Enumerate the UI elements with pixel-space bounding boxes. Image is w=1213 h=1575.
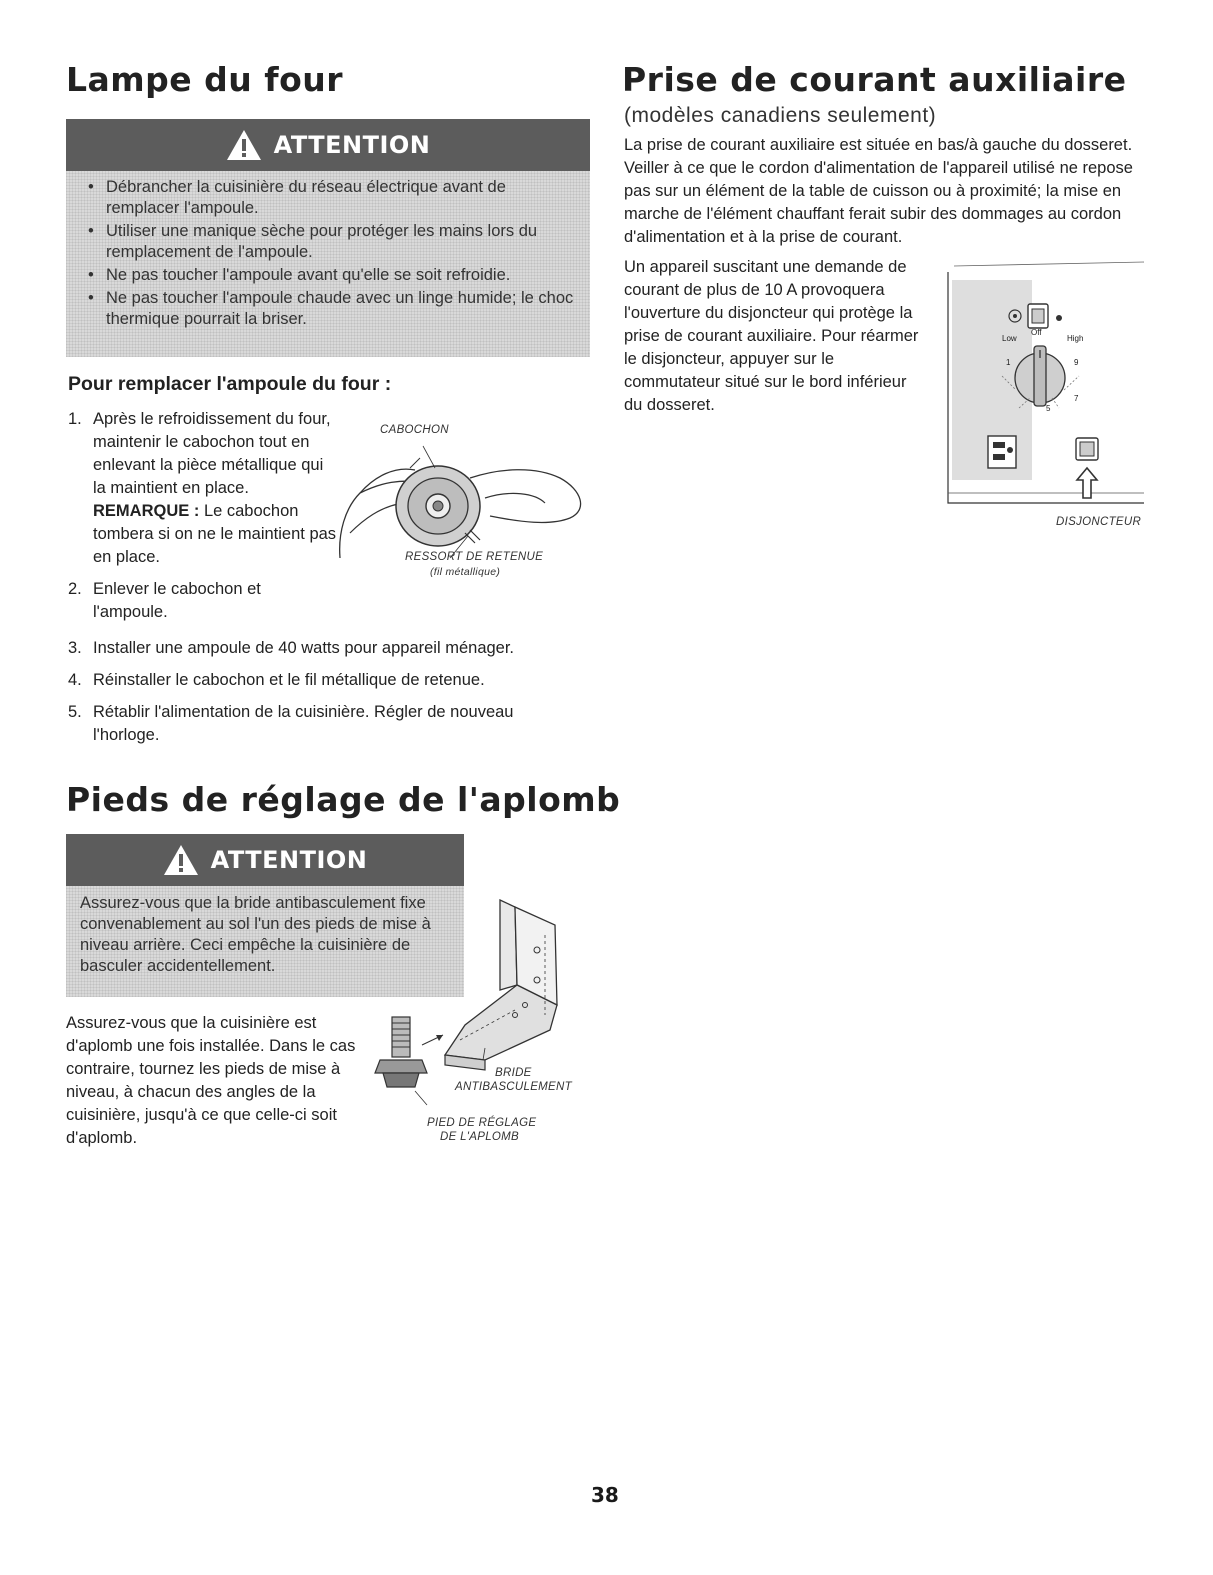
knob-low-label: Low — [1002, 334, 1017, 343]
retaining-spring-sublabel: (fil métallique) — [430, 566, 501, 578]
step-text: Enlever le cabochon et l'ampoule. — [93, 580, 261, 621]
retaining-spring-label: RESSORT DE RETENUE — [405, 551, 544, 563]
lamp-step-3 — [68, 637, 588, 660]
lamp-procedure-subtitle: Pour remplacer l'ampoule du four : — [68, 373, 392, 395]
leveling-figure — [365, 895, 605, 1155]
circuit-breaker-label: DISJONCTEUR — [1056, 516, 1142, 528]
knob-high-label: High — [1067, 334, 1084, 343]
lamp-figure — [320, 420, 600, 590]
lamp-steps-top — [68, 408, 338, 633]
step-number: 5. — [68, 703, 82, 721]
lamp-step-1 — [68, 408, 338, 569]
lamp-step-5 — [68, 701, 553, 747]
lamp-warning-box — [66, 119, 590, 357]
knob-1-label: 1 — [1006, 358, 1011, 367]
note-label: REMARQUE : — [93, 502, 200, 520]
lamp-step-2 — [68, 578, 293, 624]
leveling-foot-label-line1: PIED DE RÉGLAGE — [427, 1117, 537, 1129]
leveling-warning-label: ATTENTION — [210, 846, 368, 874]
leveling-foot-label-line2: DE L'APLOMB — [440, 1131, 519, 1143]
step-number: 3. — [68, 639, 82, 657]
lamp-warning-list — [80, 177, 576, 330]
step-number: 2. — [68, 580, 82, 598]
lamp-warning-item: • Débrancher la cuisinière du réseau électrique avant de remplacer l'ampoule. — [96, 177, 576, 219]
lamp-warning-header — [66, 119, 590, 171]
step-number: 4. — [68, 671, 82, 689]
lamp-warning-item: • Ne pas toucher l'ampoule chaude avec un linge humide; le choc thermique pourrait la briser. — [96, 288, 576, 330]
outlet-paragraph-1: La prise de courant auxiliaire est située en bas/à gauche du dosseret. Veiller à ce que le cordon d'alimentation de l'appareil utilisé ne repose pas sur un élément de la table de cuisson ou à proximité; la mise en marche de l'élément chauffant ferait subir des dommages au cordon d'alimentation et à la prise de courant. — [624, 136, 1133, 246]
note-text: Le cabochon tombera si on ne le maintient pas en place. — [93, 502, 337, 566]
knob-off-label: Off — [1031, 328, 1042, 337]
warning-triangle-icon — [226, 129, 262, 161]
step-text: Rétablir l'alimentation de la cuisinière. Régler de nouveau l'horloge. — [93, 703, 514, 744]
cabochon-label: CABOCHON — [380, 424, 449, 436]
leveling-paragraph: Assurez-vous que la cuisinière est d'aplomb une fois installée. Dans le cas contraire, tournez les pieds de mise à niveau, à chacun des angles de la cuisinière, jusqu'à ce que celle-ci soit d'aplomb. — [66, 1014, 356, 1147]
outlet-section-subtitle: (modèles canadiens seulement) — [624, 104, 937, 127]
backguard-figure — [944, 258, 1149, 538]
knob-7-label: 7 — [1074, 394, 1079, 403]
lamp-steps-bottom — [68, 637, 588, 756]
step-text: Installer une ampoule de 40 watts pour appareil ménager. — [93, 639, 515, 657]
knob-5-label: 5 — [1046, 404, 1051, 413]
knob-9-label: 9 — [1074, 358, 1079, 367]
warning-triangle-icon — [163, 844, 199, 876]
anti-tip-bracket-illustration — [365, 895, 605, 1145]
lamp-section-title: Lampe du four — [66, 60, 344, 99]
page-number: 38 — [591, 1483, 619, 1507]
outlet-section-title: Prise de courant auxiliaire — [622, 60, 1127, 99]
anti-tip-label-line1: BRIDE — [495, 1067, 532, 1079]
step-text: Après le refroidissement du four, maintenir le cabochon tout en enlevant la pièce métallique qui la maintient en place. — [93, 410, 331, 497]
leveling-warning-header — [66, 834, 464, 886]
backguard-illustration — [944, 258, 1149, 518]
lamp-warning-label: ATTENTION — [273, 131, 431, 159]
lamp-step-4 — [68, 669, 588, 692]
leveling-warning-text: Assurez-vous que la bride antibasculement fixe convenablement au sol l'un des pieds de mise à niveau arrière. Ceci empêche la cuisinière de basculer accidentellement. — [80, 894, 431, 975]
leveling-section-title: Pieds de réglage de l'aplomb — [66, 780, 621, 819]
step-number: 1. — [68, 410, 82, 428]
anti-tip-label-line2: ANTIBASCULEMENT — [455, 1081, 572, 1093]
step-text: Réinstaller le cabochon et le fil métallique de retenue. — [93, 671, 485, 689]
lamp-warning-item: • Ne pas toucher l'ampoule avant qu'elle se soit refroidie. — [96, 265, 576, 286]
outlet-paragraph-2: Un appareil suscitant une demande de courant de plus de 10 A provoquera l'ouverture du disjoncteur qui protège la prise de courant auxiliaire. Pour réarmer le disjoncteur, appuyer sur le commutateur situé sur le bord inférieur du dosseret. — [624, 258, 919, 414]
lamp-warning-item: • Utiliser une manique sèche pour protéger les mains lors du remplacement de l'ampoule. — [96, 221, 576, 263]
lamp-cover-illustration — [320, 438, 600, 563]
